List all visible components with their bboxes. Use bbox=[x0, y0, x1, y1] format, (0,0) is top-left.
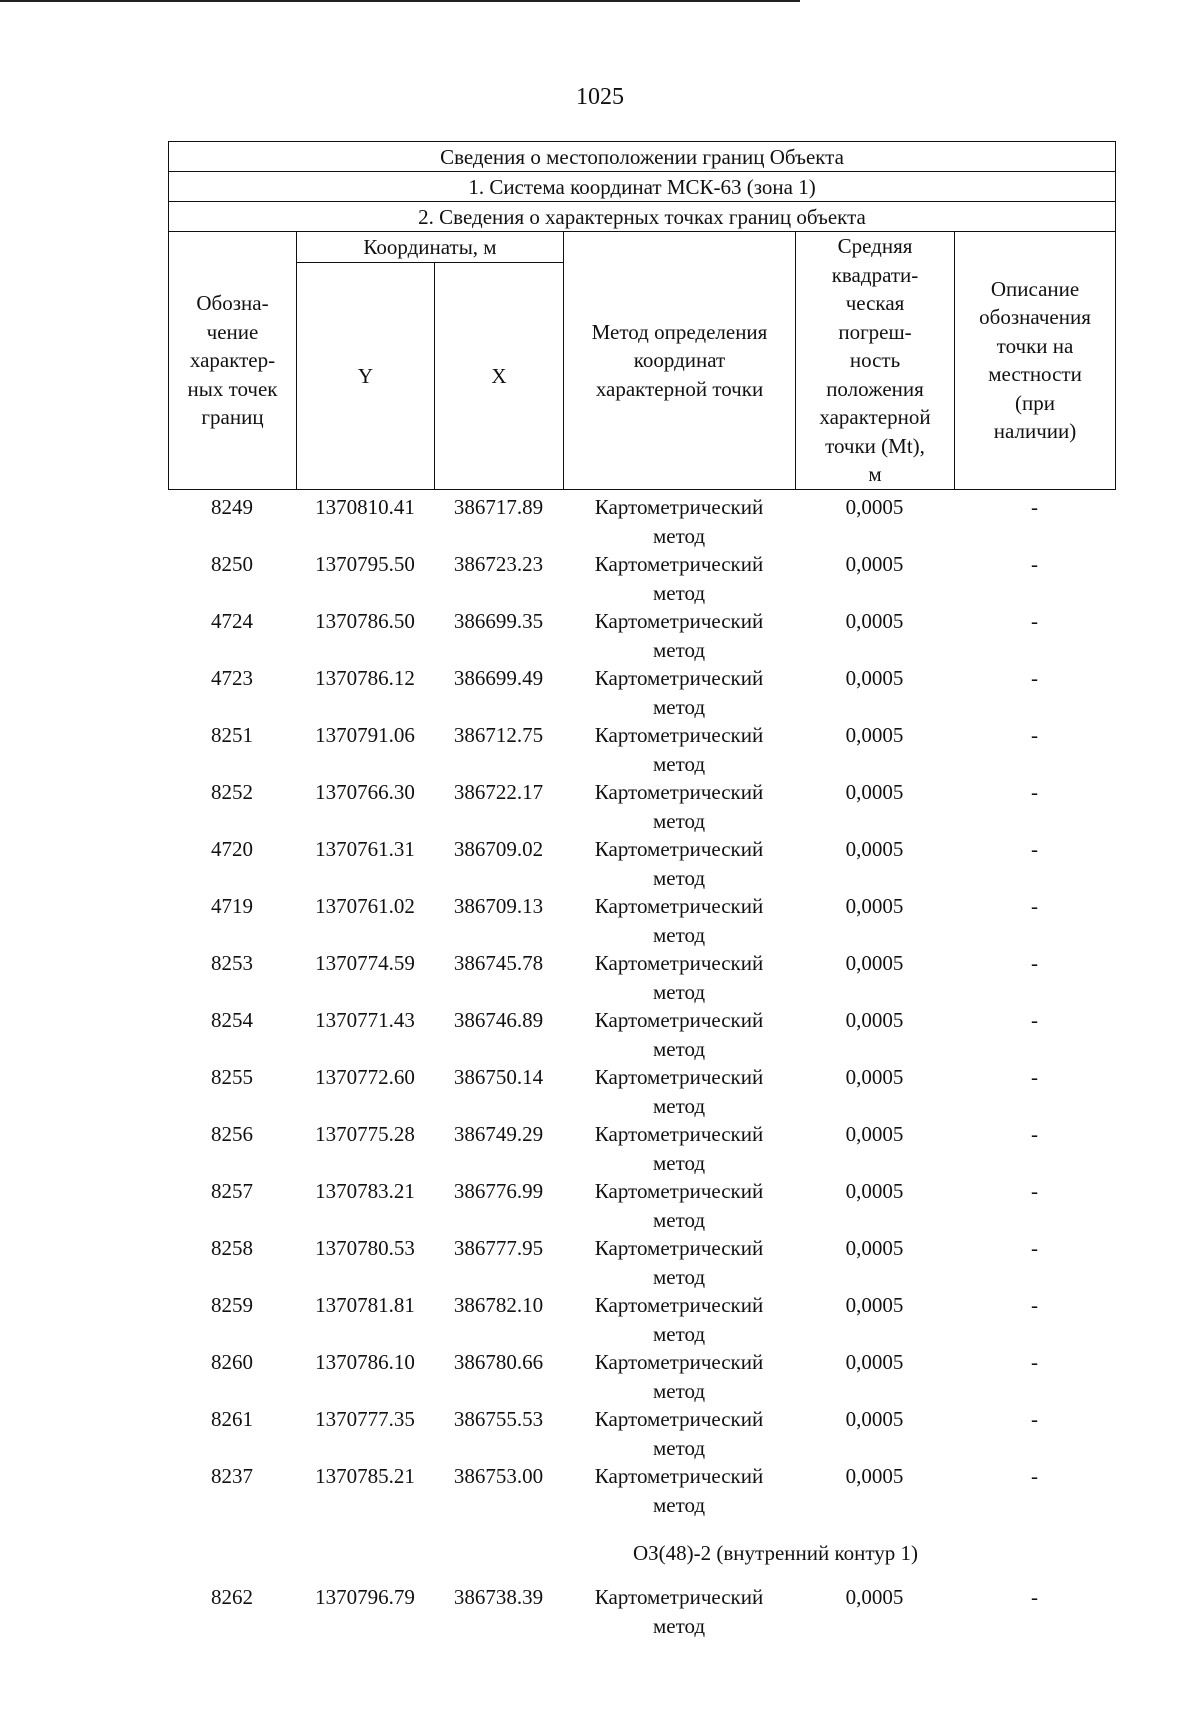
determination-method: Картометрический метод bbox=[594, 495, 764, 548]
coordinate-x: 386699.35 bbox=[453, 609, 544, 633]
coordinate-y: 1370796.79 bbox=[315, 1585, 415, 1609]
mean-square-error: 0,0005 bbox=[845, 1464, 904, 1488]
determination-method: Картометрический метод bbox=[594, 837, 764, 890]
mean-square-error: 0,0005 bbox=[845, 552, 904, 576]
point-designation: 8253 bbox=[211, 951, 253, 975]
coordinate-x: 386745.78 bbox=[453, 951, 544, 975]
coordinate-y: 1370785.21 bbox=[315, 1464, 415, 1488]
col-header-point: Обозна- чение характер- ных точек границ bbox=[169, 232, 297, 490]
coordinate-y: 1370777.35 bbox=[315, 1407, 415, 1431]
point-description: - bbox=[1031, 552, 1038, 576]
determination-method: Картометрический метод bbox=[594, 1236, 764, 1289]
coordinate-x: 386777.95 bbox=[453, 1236, 544, 1260]
point-description: - bbox=[1031, 1407, 1038, 1431]
point-description: - bbox=[1031, 723, 1038, 747]
point-designation: 8249 bbox=[211, 495, 253, 519]
point-designation: 4719 bbox=[211, 894, 253, 918]
point-designation: 8255 bbox=[211, 1065, 253, 1089]
table-row bbox=[168, 664, 1115, 721]
determination-method: Картометрический метод bbox=[594, 1464, 764, 1517]
point-designation: 8254 bbox=[211, 1008, 253, 1032]
point-designation: 8250 bbox=[211, 552, 253, 576]
point-designation: 8259 bbox=[211, 1293, 253, 1317]
determination-method: Картометрический метод bbox=[594, 1179, 764, 1232]
point-description: - bbox=[1031, 495, 1038, 519]
mean-square-error: 0,0005 bbox=[845, 666, 904, 690]
point-description: - bbox=[1031, 666, 1038, 690]
point-designation: 8257 bbox=[211, 1179, 253, 1203]
contour-label: ОЗ(48)-2 (внутренний контур 1) bbox=[632, 1541, 919, 1565]
mean-square-error: 0,0005 bbox=[845, 1065, 904, 1089]
mean-square-error: 0,0005 bbox=[845, 495, 904, 519]
determination-method: Картометрический метод bbox=[594, 1350, 764, 1403]
point-description: - bbox=[1031, 780, 1038, 804]
coordinate-y: 1370783.21 bbox=[315, 1179, 415, 1203]
point-designation: 4720 bbox=[211, 837, 253, 861]
mean-square-error: 0,0005 bbox=[845, 1236, 904, 1260]
table-row bbox=[168, 1234, 1115, 1291]
mean-square-error: 0,0005 bbox=[845, 1179, 904, 1203]
table-row bbox=[168, 1177, 1115, 1234]
point-description: - bbox=[1031, 1008, 1038, 1032]
mean-square-error: 0,0005 bbox=[845, 1122, 904, 1146]
table-row bbox=[168, 835, 1115, 892]
point-designation: 8258 bbox=[211, 1236, 253, 1260]
coordinate-y: 1370780.53 bbox=[315, 1236, 415, 1260]
coordinate-y: 1370771.43 bbox=[315, 1008, 415, 1032]
col-header-error: Средняя квадрати- ческая погреш- ность положения характерной точки (Mt), м bbox=[796, 232, 955, 490]
table-title: Сведения о местоположении границ Объекта bbox=[169, 142, 1116, 172]
table-row bbox=[168, 892, 1115, 949]
col-header-description: Описание обозначения точки на местности (при наличии) bbox=[955, 232, 1116, 490]
coordinate-y: 1370772.60 bbox=[315, 1065, 415, 1089]
scan-edge-line bbox=[0, 0, 800, 2]
determination-method: Картометрический метод bbox=[594, 552, 764, 605]
coordinate-x: 386782.10 bbox=[453, 1293, 544, 1317]
point-description: - bbox=[1031, 609, 1038, 633]
determination-method: Картометрический метод bbox=[594, 1065, 764, 1118]
point-designation: 8237 bbox=[211, 1464, 253, 1488]
table-row bbox=[168, 1120, 1115, 1177]
table-row bbox=[168, 1405, 1115, 1462]
point-description: - bbox=[1031, 1350, 1038, 1374]
mean-square-error: 0,0005 bbox=[845, 1407, 904, 1431]
coordinate-x: 386755.53 bbox=[453, 1407, 544, 1431]
table-row bbox=[168, 550, 1115, 607]
coordinate-x: 386738.39 bbox=[453, 1585, 544, 1609]
point-designation: 8262 bbox=[211, 1585, 253, 1609]
determination-method: Картометрический метод bbox=[594, 1585, 764, 1638]
table-row bbox=[168, 1348, 1115, 1405]
mean-square-error: 0,0005 bbox=[845, 780, 904, 804]
table-row bbox=[168, 607, 1115, 664]
coordinate-x: 386746.89 bbox=[453, 1008, 544, 1032]
table-row bbox=[168, 1063, 1115, 1120]
coordinate-y: 1370766.30 bbox=[315, 780, 415, 804]
determination-method: Картометрический метод bbox=[594, 1293, 764, 1346]
point-designation: 4723 bbox=[211, 666, 253, 690]
determination-method: Картометрический метод bbox=[594, 894, 764, 947]
coordinate-y: 1370795.50 bbox=[315, 552, 415, 576]
coordinate-x: 386709.13 bbox=[453, 894, 544, 918]
coordinate-x: 386717.89 bbox=[453, 495, 544, 519]
coordinate-x: 386749.29 bbox=[453, 1122, 544, 1146]
point-description: - bbox=[1031, 1293, 1038, 1317]
coordinate-x: 386723.23 bbox=[453, 552, 544, 576]
coordinate-y: 1370786.50 bbox=[315, 609, 415, 633]
coordinate-y: 1370761.02 bbox=[315, 894, 415, 918]
coordinate-y: 1370761.31 bbox=[315, 837, 415, 861]
mean-square-error: 0,0005 bbox=[845, 1293, 904, 1317]
determination-method: Картометрический метод bbox=[594, 723, 764, 776]
coordinate-y: 1370786.10 bbox=[315, 1350, 415, 1374]
determination-method: Картометрический метод bbox=[594, 666, 764, 719]
col-header-coordinates: Координаты, м bbox=[297, 232, 564, 263]
point-designation: 4724 bbox=[211, 609, 253, 633]
point-designation: 8260 bbox=[211, 1350, 253, 1374]
coordinate-x: 386780.66 bbox=[453, 1350, 544, 1374]
table-row bbox=[168, 493, 1115, 550]
coordinate-y: 1370786.12 bbox=[315, 666, 415, 690]
coordinate-y: 1370791.06 bbox=[315, 723, 415, 747]
coordinate-y: 1370775.28 bbox=[315, 1122, 415, 1146]
boundary-points-table bbox=[168, 493, 1115, 1640]
coordinate-y: 1370781.81 bbox=[315, 1293, 415, 1317]
mean-square-error: 0,0005 bbox=[845, 837, 904, 861]
point-description: - bbox=[1031, 1585, 1038, 1609]
point-description: - bbox=[1031, 1065, 1038, 1089]
coordinate-x: 386750.14 bbox=[453, 1065, 544, 1089]
table-row bbox=[168, 721, 1115, 778]
coordinate-x: 386709.02 bbox=[453, 837, 544, 861]
page-number: 1025 bbox=[576, 84, 624, 110]
coordinate-x: 386699.49 bbox=[453, 666, 544, 690]
determination-method: Картометрический метод bbox=[594, 780, 764, 833]
mean-square-error: 0,0005 bbox=[845, 609, 904, 633]
boundary-header-table bbox=[168, 141, 1116, 490]
contour-row bbox=[168, 1519, 1115, 1583]
table-row bbox=[168, 1006, 1115, 1063]
mean-square-error: 0,0005 bbox=[845, 723, 904, 747]
point-description: - bbox=[1031, 1464, 1038, 1488]
point-description: - bbox=[1031, 1179, 1038, 1203]
coordinate-x: 386722.17 bbox=[453, 780, 544, 804]
col-header-method: Метод определения координат характерной точки bbox=[564, 232, 796, 490]
mean-square-error: 0,0005 bbox=[845, 951, 904, 975]
mean-square-error: 0,0005 bbox=[845, 894, 904, 918]
coordinate-y: 1370810.41 bbox=[315, 495, 415, 519]
point-description: - bbox=[1031, 837, 1038, 861]
col-header-y: Y bbox=[297, 263, 435, 489]
point-designation: 8251 bbox=[211, 723, 253, 747]
table-row bbox=[168, 1462, 1115, 1519]
section-title: 2. Сведения о характерных точках границ объекта bbox=[169, 202, 1116, 232]
coordinate-x: 386712.75 bbox=[453, 723, 544, 747]
table-row bbox=[168, 949, 1115, 1006]
determination-method: Картометрический метод bbox=[594, 951, 764, 1004]
mean-square-error: 0,0005 bbox=[845, 1585, 904, 1609]
point-designation: 8261 bbox=[211, 1407, 253, 1431]
point-designation: 8252 bbox=[211, 780, 253, 804]
table-row bbox=[168, 1291, 1115, 1348]
determination-method: Картометрический метод bbox=[594, 1407, 764, 1460]
mean-square-error: 0,0005 bbox=[845, 1350, 904, 1374]
point-description: - bbox=[1031, 894, 1038, 918]
table-row bbox=[168, 778, 1115, 835]
table-row bbox=[168, 1583, 1115, 1640]
point-description: - bbox=[1031, 951, 1038, 975]
mean-square-error: 0,0005 bbox=[845, 1008, 904, 1032]
coordinate-x: 386753.00 bbox=[453, 1464, 544, 1488]
coordinate-system: 1. Система координат МСК-63 (зона 1) bbox=[169, 172, 1116, 202]
determination-method: Картометрический метод bbox=[594, 1122, 764, 1175]
determination-method: Картометрический метод bbox=[594, 1008, 764, 1061]
point-description: - bbox=[1031, 1236, 1038, 1260]
point-description: - bbox=[1031, 1122, 1038, 1146]
determination-method: Картометрический метод bbox=[594, 609, 764, 662]
point-designation: 8256 bbox=[211, 1122, 253, 1146]
coordinate-x: 386776.99 bbox=[453, 1179, 544, 1203]
coordinate-y: 1370774.59 bbox=[315, 951, 415, 975]
col-header-x: X bbox=[435, 263, 564, 489]
